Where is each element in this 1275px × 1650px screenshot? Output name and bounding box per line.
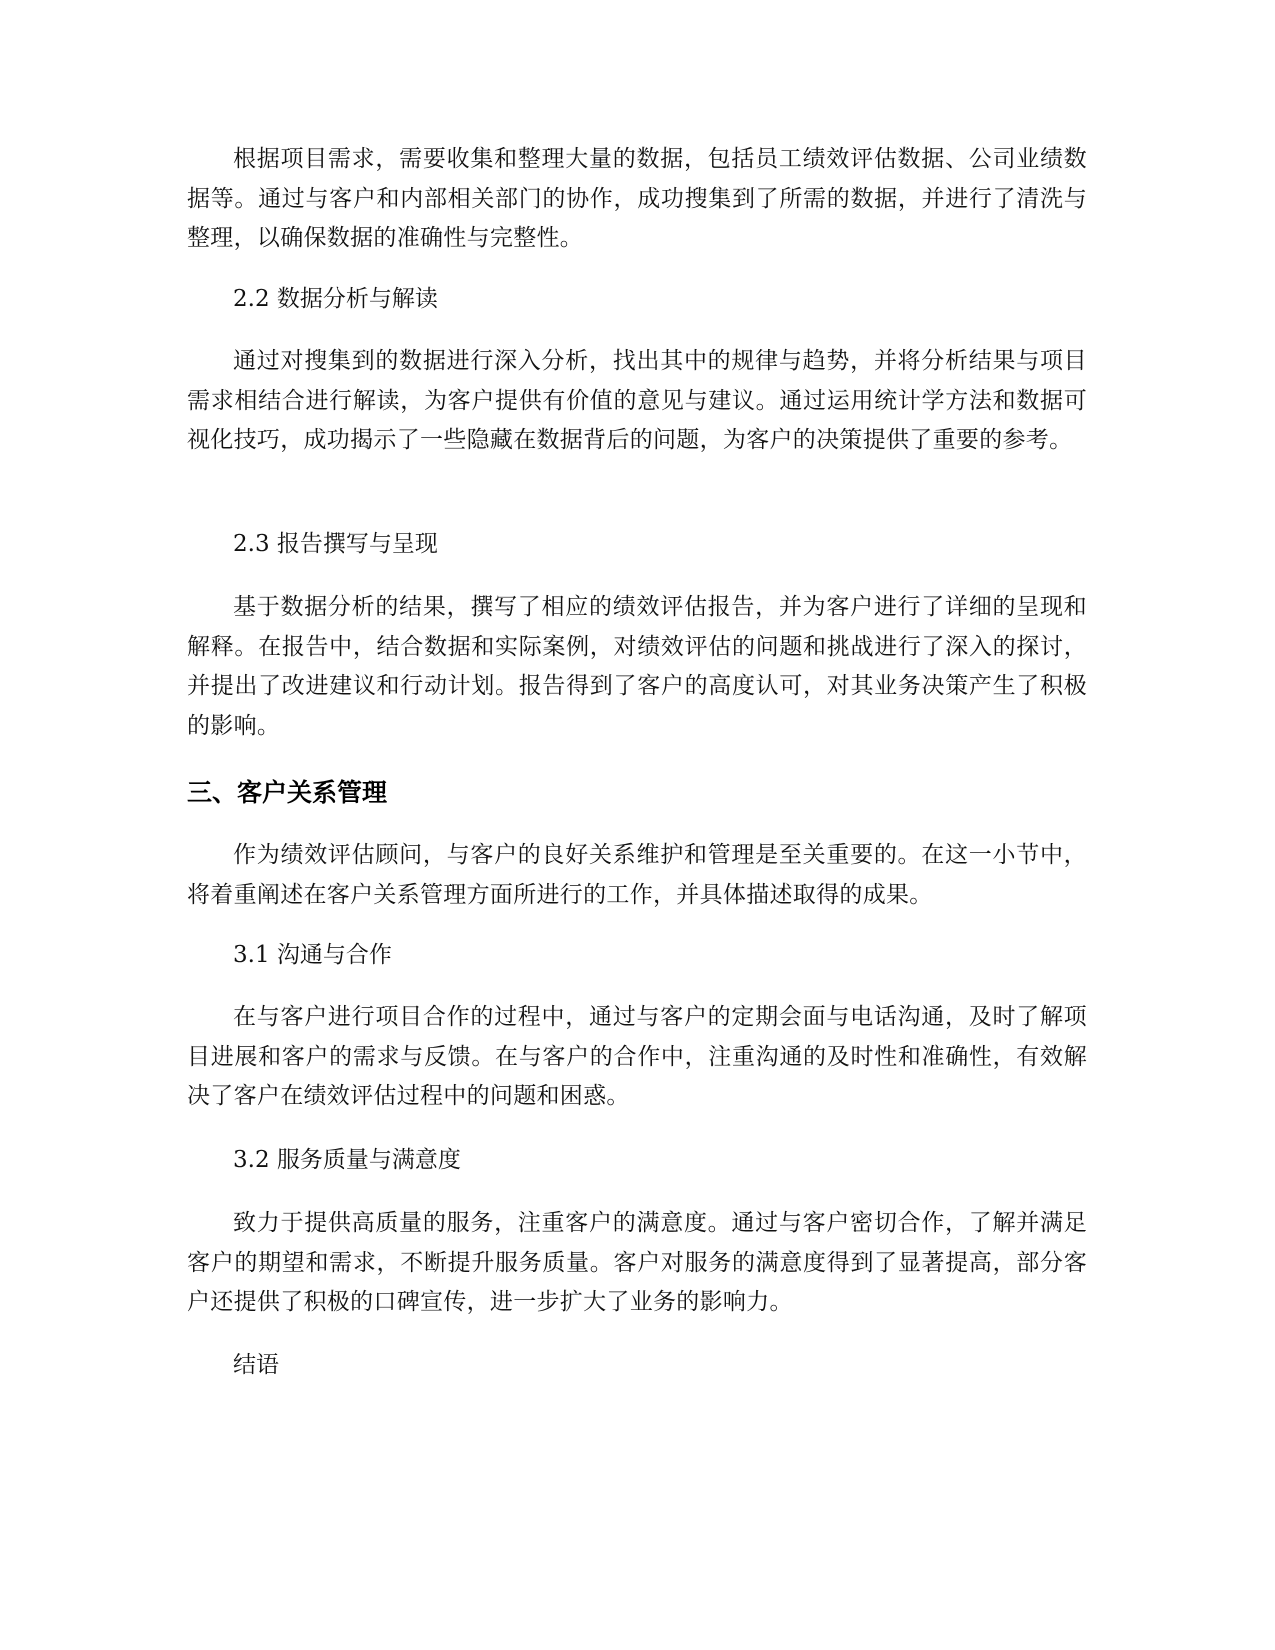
subheading-3-2: 3.2 服务质量与满意度 [233,1147,461,1173]
paragraph-service-quality: 致力于提供高质量的服务，注重客户的满意度。通过与客户密切合作，了解并满足客户的期望和需求，不断提升服务质量。客户对服务的满意度得到了显著提高，部分客户还提供了积极的口碑宣传，进一步扩大了业务的影响力。 [187,1210,1087,1315]
subheading-3-1: 3.1 沟通与合作 [233,942,392,968]
subheading-2-2: 2.2 数据分析与解读 [233,286,438,312]
paragraph-data-analysis: 通过对搜集到的数据进行深入分析，找出其中的规律与趋势，并将分析结果与项目需求相结合进行解读，为客户提供有价值的意见与建议。通过运用统计学方法和数据可视化技巧，成功揭示了一些隐藏在数据背后的问题，为客户的决策提供了重要的参考。 [187,348,1087,453]
paragraph-client-relations: 作为绩效评估顾问，与客户的良好关系维护和管理是至关重要的。在这一小节中，将着重阐述在客户关系管理方面所进行的工作，并具体描述取得的成果。 [187,842,1087,908]
paragraph-data-collection: 根据项目需求，需要收集和整理大量的数据，包括员工绩效评估数据、公司业绩数据等。通过与客户和内部相关部门的协作，成功搜集到了所需的数据，并进行了清洗与整理，以确保数据的准确性与完整性。 [187,146,1087,251]
paragraph-report-writing: 基于数据分析的结果，撰写了相应的绩效评估报告，并为客户进行了详细的呈现和解释。在报告中，结合数据和实际案例，对绩效评估的问题和挑战进行了深入的探讨，并提出了改进建议和行动计划。报告得到了客户的高度认可，对其业务决策产生了积极的影响。 [187,594,1087,739]
subheading-2-3: 2.3 报告撰写与呈现 [233,531,438,557]
paragraph-communication: 在与客户进行项目合作的过程中，通过与客户的定期会面与电话沟通，及时了解项目进展和客户的需求与反馈。在与客户的合作中，注重沟通的及时性和准确性，有效解决了客户在绩效评估过程中的问题和困惑。 [187,1004,1087,1109]
conclusion-heading: 结语 [233,1352,279,1378]
section-heading-3: 三、客户关系管理 [187,778,388,807]
